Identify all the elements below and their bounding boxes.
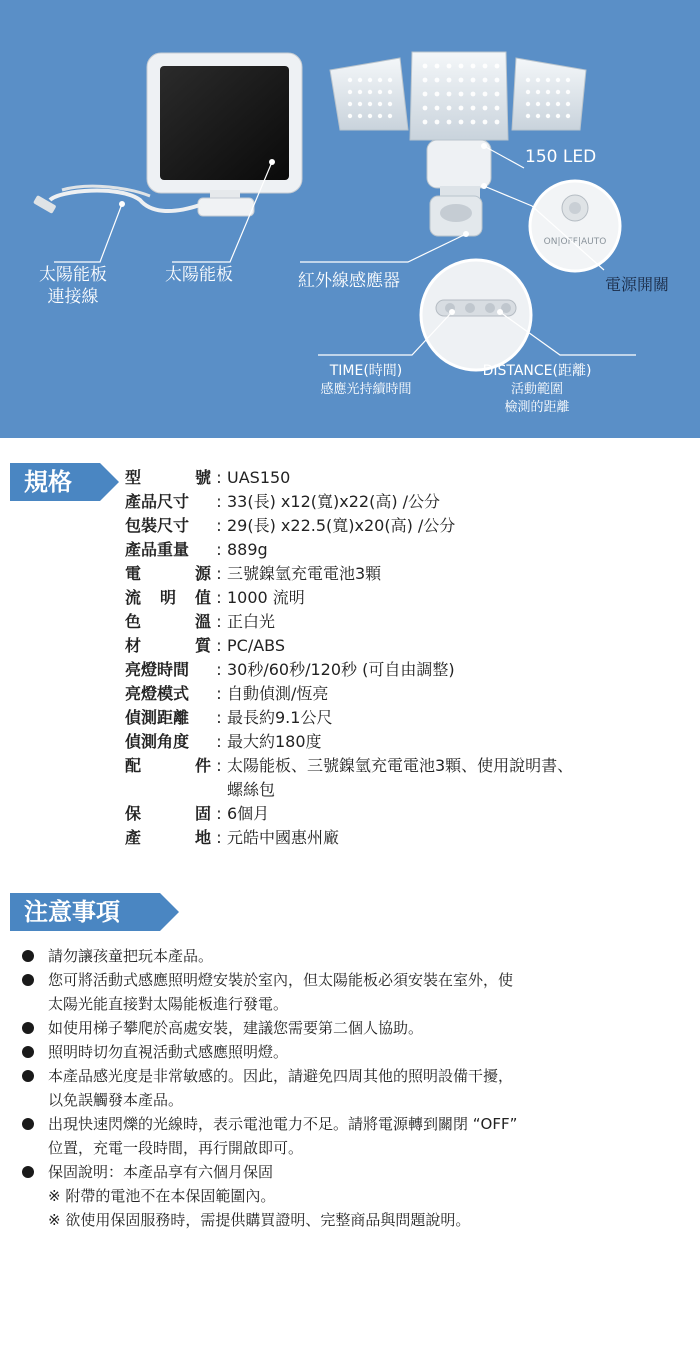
spec-row (125, 490, 690, 514)
spec-value: 889g (227, 540, 268, 559)
bullet-icon (22, 1022, 34, 1034)
lamp-heads-image (330, 52, 586, 140)
spec-value: 最長約9.1公尺 (227, 708, 333, 727)
spec-row (125, 586, 690, 610)
spec-key: 產品重量 (125, 540, 190, 559)
spec-key: 保 固 (125, 804, 211, 823)
note-item (22, 1112, 687, 1160)
spec-row (125, 538, 690, 562)
bullet-icon (22, 1070, 34, 1082)
bullet-icon (22, 1046, 34, 1058)
spec-value: 33(長) x12(寬)x22(高) /公分 (227, 492, 441, 511)
distance-desc: 活動範圍 檢測的距離 (504, 382, 570, 415)
spec-colon: : (216, 492, 222, 511)
note-text: 出現快速閃爍的光線時，表示電池電力不足。請將電源轉到關閉 “OFF” 位置，充電一段時間，再行開啟即可。 (48, 1115, 518, 1157)
time-desc: 感應光持續時間 (320, 382, 412, 397)
bullet-icon (22, 950, 34, 962)
spec-colon: : (216, 612, 222, 631)
note-subitem: ※ 附帶的電池不在本保固範圍內。 (48, 1187, 276, 1205)
spec-key: 型 號 (125, 468, 211, 487)
spec-colon: : (216, 828, 222, 847)
spec-key: 偵測距離 (125, 708, 190, 727)
spec-colon: : (216, 732, 222, 751)
spec-colon: : (216, 540, 222, 559)
spec-row (125, 826, 690, 850)
spec-key: 包裝尺寸 (125, 516, 190, 535)
spec-value: UAS150 (227, 468, 291, 487)
spec-colon: : (216, 636, 222, 655)
note-item (22, 1016, 687, 1040)
spec-value: 29(長) x22.5(寬)x20(高) /公分 (227, 516, 456, 535)
panel-label: 太陽能板 (165, 265, 233, 285)
spec-colon: : (216, 564, 222, 583)
notes-section-title: 注意事項 (10, 893, 160, 931)
note-text: 保固說明：本產品享有六個月保固 (48, 1163, 274, 1181)
spec-row (125, 802, 690, 826)
spec-row (125, 706, 690, 730)
spec-value: 30秒/60秒/120秒 (可自由調整) (227, 660, 455, 679)
spec-row (125, 466, 690, 490)
note-item (22, 944, 687, 968)
power-switch-zoom (530, 181, 620, 271)
spec-value: 三號鎳氫充電電池3顆 (227, 564, 382, 583)
note-text: 本產品感光度是非常敏感的。因此，請避免四周其他的照明設備干擾， 以免誤觸發本產品。 (48, 1067, 514, 1109)
note-item (22, 968, 687, 1016)
spec-value: 自動偵測/恆亮 (227, 684, 329, 703)
note-text: 如使用梯子攀爬於高處安裝，建議您需要第二個人協助。 (48, 1019, 424, 1037)
spec-row (125, 730, 690, 754)
spec-list (125, 466, 690, 850)
spec-key: 偵測角度 (125, 732, 190, 751)
spec-row (125, 562, 690, 586)
spec-key: 產 地 (125, 828, 211, 847)
note-text: 請勿讓孩童把玩本產品。 (48, 947, 214, 965)
spec-key: 材 質 (125, 636, 211, 655)
bullet-icon (22, 1118, 34, 1130)
spec-colon: : (216, 588, 222, 607)
bullet-icon (22, 974, 34, 986)
spec-value: 1000 流明 (227, 588, 305, 607)
note-item (22, 1040, 687, 1064)
spec-row (125, 682, 690, 706)
spec-row (125, 514, 690, 538)
lamp-body-image (427, 140, 491, 236)
spec-key: 流 明 值 (125, 588, 211, 607)
spec-key: 電 源 (125, 564, 211, 583)
notes-list (22, 944, 687, 1232)
spec-key: 色 溫 (125, 612, 211, 631)
sensor-label: 紅外線感應器 (298, 271, 400, 291)
note-item (22, 1064, 687, 1112)
spec-colon: : (216, 756, 222, 775)
cable-label: 太陽能板 連接線 (39, 265, 107, 307)
solar-panel-image (147, 53, 302, 216)
spec-colon: : (216, 708, 222, 727)
time-label: TIME(時間) (329, 363, 403, 379)
time-distance-zoom (421, 260, 531, 370)
spec-row (125, 754, 690, 802)
note-text: 您可將活動式感應照明燈安裝於室內，但太陽能板必須安裝在室外，使 太陽光能直接對太陽能板進行發電。 (48, 971, 514, 1013)
spec-row (125, 610, 690, 634)
note-item (22, 1160, 687, 1184)
note-subitem: ※ 欲使用保固服務時，需提供購買證明、完整商品與問題說明。 (48, 1211, 471, 1229)
spec-value: 6個月 (227, 804, 270, 823)
spec-value: 最大約180度 (227, 732, 322, 751)
product-diagram (0, 0, 700, 438)
spec-key: 亮燈時間 (125, 660, 190, 679)
spec-value: 正白光 (227, 612, 276, 631)
spec-section-title: 規格 (10, 463, 100, 501)
led-label: 150 LED (525, 147, 597, 167)
spec-row (125, 634, 690, 658)
power-switch-label: 電源開關 (605, 275, 670, 294)
spec-key: 產品尺寸 (125, 492, 190, 511)
spec-colon: : (216, 804, 222, 823)
spec-key: 亮燈模式 (125, 684, 190, 703)
spec-row (125, 658, 690, 682)
spec-key: 配 件 (125, 756, 211, 775)
bullet-icon (22, 1166, 34, 1178)
spec-value: 元皓中國惠州廠 (227, 828, 340, 847)
spec-colon: : (216, 468, 222, 487)
distance-label: DISTANCE(距離) (482, 363, 592, 379)
spec-colon: : (216, 660, 222, 679)
switch-label: ON|OFF|AUTO (543, 237, 607, 247)
note-text: 照明時切勿直視活動式感應照明燈。 (48, 1043, 289, 1061)
spec-value: 太陽能板、三號鎳氫充電電池3顆、使用說明書、 螺絲包 (227, 756, 574, 799)
spec-colon: : (216, 516, 222, 535)
spec-value: PC/ABS (227, 636, 286, 655)
spec-colon: : (216, 684, 222, 703)
